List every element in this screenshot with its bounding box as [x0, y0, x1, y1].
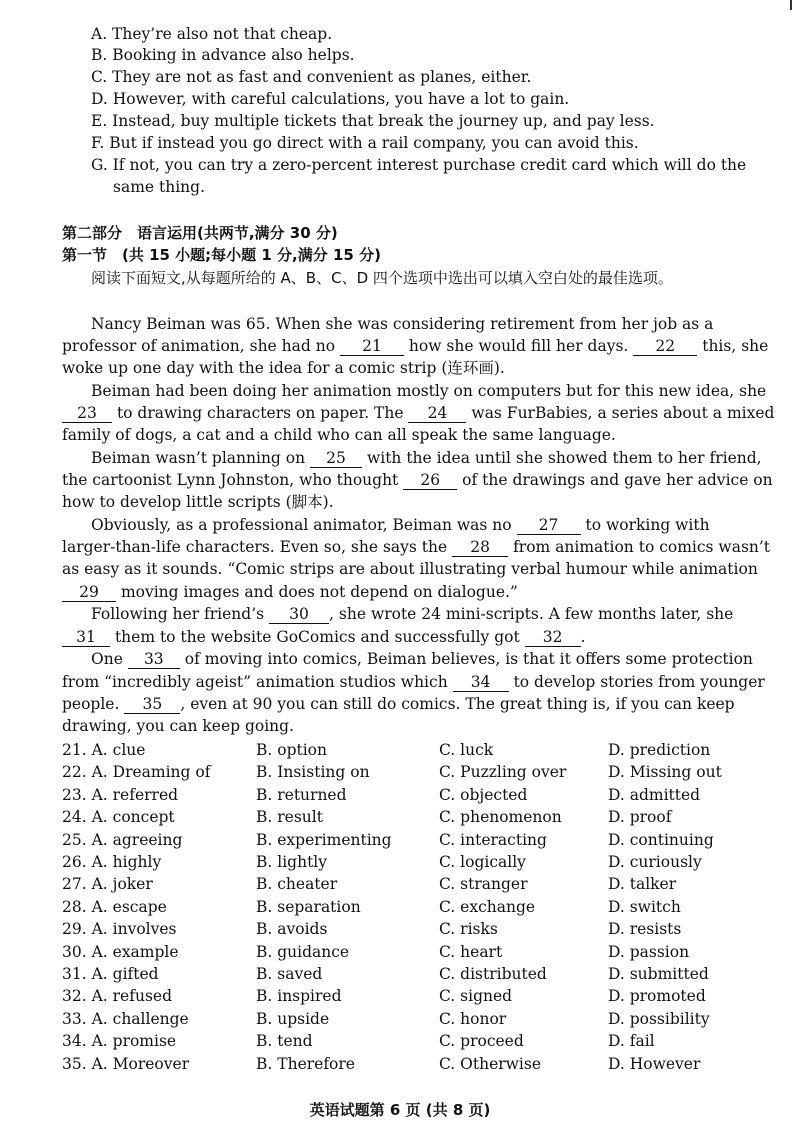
option-text: D. resists [608, 920, 682, 939]
question-27-option-b [256, 874, 337, 894]
passage-line: Beiman wasn’t planning on 25 with the idea until she showed them to her friend, [91, 449, 762, 467]
question-35-option-b [256, 1054, 355, 1074]
question-33-option-b [256, 1009, 329, 1029]
passage-line: Nancy Beiman was 65. When she was considering retirement from her job as a [91, 315, 714, 333]
question-33-option-d [608, 1009, 710, 1029]
question-number: 23. [62, 785, 87, 804]
option-a: A. They’re also not that cheap. [91, 25, 333, 43]
question-23-option-b [256, 785, 347, 805]
question-21-option-a [62, 740, 145, 760]
option-text: B. returned [256, 785, 347, 804]
option-text: D. passion [608, 942, 690, 961]
option-text: D. admitted [608, 785, 701, 804]
option-text: A. highly [91, 853, 162, 871]
question-number: 29. [62, 920, 87, 939]
option-text: D. continuing [608, 830, 714, 849]
option-f: F. But if instead you go direct with a rail company, you can avoid this. [91, 134, 639, 152]
question-29-option-d [608, 919, 681, 939]
question-32-option-c [439, 986, 512, 1006]
option-text: B. Insisting on [256, 763, 370, 782]
question-number: 34. [62, 1032, 87, 1051]
blank-31: 31 [62, 628, 110, 647]
option-text: B. result [256, 808, 323, 827]
option-text: D. submitted [608, 965, 709, 983]
passage-line: the cartoonist Lynn Johnston, who thought 26 of the drawings and gave her advice on [62, 471, 773, 489]
instruction: 阅读下面短文,从每题所给的 A、B、C、D 四个选项中选出可以填入空白处的最佳选项。 [91, 269, 673, 287]
option-text: A. agreeing [91, 830, 183, 849]
option-text: C. distributed [439, 965, 547, 983]
option-text: D. Missing out [608, 763, 722, 782]
blank-26: 26 [403, 471, 457, 490]
question-26-option-c [439, 852, 526, 872]
option-text: B. experimenting [256, 830, 392, 849]
passage-line: as easy as it sounds. “Comic strips are about illustrating verbal humour while animation [62, 560, 758, 578]
option-text: D. However [608, 1054, 701, 1073]
option-text: A. concept [91, 808, 175, 827]
question-35-option-c [439, 1054, 541, 1074]
passage-line: people. 35 , even at 90 you can still do comics. The great thing is, if you can keep [62, 695, 735, 713]
option-text: D. proof [608, 808, 672, 827]
blank-24: 24 [408, 404, 466, 423]
option-text: C. phenomenon [439, 808, 562, 827]
question-26-option-d [608, 852, 702, 872]
question-30-option-b [256, 942, 349, 962]
question-26-option-b [256, 852, 327, 872]
passage-line: Beiman had been doing her animation mostly on computers but for this new idea, she [91, 382, 767, 400]
question-25-option-d [608, 830, 714, 850]
question-27-option-a [62, 874, 153, 894]
blank-28: 28 [452, 538, 508, 557]
option-text: B. lightly [256, 853, 328, 871]
passage-line: drawing, you can keep going. [62, 717, 295, 735]
option-text: C. interacting [439, 830, 547, 849]
option-g-continued: same thing. [113, 178, 205, 196]
option-text: B. saved [256, 965, 323, 983]
option-text: A. refused [91, 987, 172, 1006]
question-31-option-b [256, 964, 322, 984]
passage-line: family of dogs, a cat and a child who can all speak the same language. [62, 426, 616, 444]
option-text: B. cheater [256, 875, 338, 894]
question-25-option-a [62, 830, 182, 850]
option-text: C. Otherwise [439, 1054, 542, 1073]
section-title: 第一节 (共 15 小题;每小题 1 分,满分 15 分) [62, 246, 381, 264]
passage-line: 23 to drawing characters on paper. The 24 was FurBabies, a series about a mixed [62, 403, 774, 423]
option-text: D. possibility [608, 1009, 710, 1028]
blank-33: 33 [128, 650, 180, 669]
option-text: C. objected [439, 785, 528, 804]
option-text: A. Moreover [91, 1054, 190, 1073]
passage-line: larger-than-life characters. Even so, she says the 28 from animation to comics wasn’t [62, 538, 771, 556]
question-26-option-a [62, 852, 161, 872]
question-34-option-a [62, 1031, 176, 1051]
question-number: 31. [62, 965, 87, 983]
question-23-option-d [608, 785, 700, 805]
passage-line: One 33 of moving into comics, Beiman believes, is that it offers some protection [91, 650, 753, 668]
option-text: D. fail [608, 1032, 655, 1051]
question-33-option-a [62, 1009, 189, 1029]
option-b: B. Booking in advance also helps. [91, 46, 355, 64]
option-text: A. challenge [91, 1009, 189, 1028]
question-number: 27. [62, 875, 87, 894]
question-28-option-d [608, 897, 681, 917]
question-number: 21. [62, 741, 87, 759]
question-number: 25. [62, 830, 87, 849]
question-31-option-c [439, 964, 547, 984]
passage-line: how to develop little scripts (脚本). [62, 493, 334, 511]
question-number: 30. [62, 942, 87, 961]
option-text: A. clue [91, 741, 146, 759]
question-22-option-c [439, 762, 566, 782]
question-29-option-a [62, 919, 177, 939]
question-number: 35. [62, 1054, 87, 1073]
question-29-option-c [439, 919, 498, 939]
option-text: A. promise [91, 1032, 177, 1051]
option-text: B. separation [256, 897, 361, 916]
question-30-option-d [608, 942, 689, 962]
option-text: C. exchange [439, 897, 536, 916]
question-23-option-c [439, 785, 527, 805]
blank-29: 29 [62, 583, 116, 602]
blank-22: 22 [633, 337, 697, 356]
question-28-option-b [256, 897, 361, 917]
option-text: A. referred [91, 785, 179, 804]
passage-line: 31 them to the website GoComics and successfully got 32 . [62, 627, 586, 647]
option-text: A. Dreaming of [91, 763, 211, 782]
question-24-option-b [256, 807, 323, 827]
option-text: C. signed [439, 987, 513, 1006]
question-30-option-c [439, 942, 502, 962]
option-text: D. switch [608, 897, 681, 916]
page-footer: 英语试题第 6 页 (共 8 页) [309, 1101, 491, 1119]
question-32-option-a [62, 986, 172, 1006]
question-number: 32. [62, 987, 87, 1006]
option-text: C. risks [439, 920, 498, 939]
question-number: 28. [62, 897, 87, 916]
question-22-option-b [256, 762, 370, 782]
question-24-option-c [439, 807, 562, 827]
option-text: C. honor [439, 1009, 507, 1028]
question-24-option-d [608, 807, 671, 827]
question-22-option-d [608, 762, 722, 782]
option-text: B. inspired [256, 987, 342, 1006]
option-text: A. escape [91, 897, 167, 916]
option-text: B. Therefore [256, 1054, 355, 1073]
option-c: C. They are not as fast and convenient as planes, either. [91, 68, 532, 86]
option-text: B. guidance [256, 942, 350, 961]
option-text: C. Puzzling over [439, 763, 567, 782]
passage-line: 29 moving images and does not depend on dialogue.” [62, 582, 518, 602]
option-text: C. stranger [439, 875, 528, 894]
question-34-option-d [608, 1031, 655, 1051]
question-35-option-a [62, 1054, 189, 1074]
question-29-option-b [256, 919, 327, 939]
option-text: B. option [256, 741, 327, 759]
option-d: D. However, with careful calculations, you have a lot to gain. [91, 90, 570, 108]
question-25-option-b [256, 830, 392, 850]
option-text: D. prediction [608, 741, 711, 759]
question-32-option-b [256, 986, 342, 1006]
option-text: A. example [91, 942, 179, 961]
option-text: C. heart [439, 942, 503, 961]
option-text: C. logically [439, 853, 526, 871]
passage-line: woke up one day with the idea for a comic strip (连环画). [62, 359, 505, 377]
option-text: A. joker [91, 875, 153, 894]
option-text: D. promoted [608, 987, 706, 1006]
option-text: B. avoids [256, 920, 328, 939]
option-text: A. gifted [91, 965, 159, 983]
question-28-option-a [62, 897, 167, 917]
blank-34: 34 [453, 673, 509, 692]
question-33-option-c [439, 1009, 506, 1029]
blank-21: 21 [340, 337, 404, 356]
option-text: B. upside [256, 1009, 330, 1028]
question-34-option-b [256, 1031, 313, 1051]
passage-line: from “incredibly ageist” animation studios which 34 to develop stories from younger [62, 673, 765, 691]
question-31-option-a [62, 964, 159, 984]
question-30-option-a [62, 942, 179, 962]
passage-line: Obviously, as a professional animator, Beiman was no 27 to working with [91, 516, 710, 534]
option-text: C. luck [439, 741, 494, 759]
question-31-option-d [608, 964, 709, 984]
part-title: 第二部分 语言运用(共两节,满分 30 分) [62, 224, 338, 242]
question-22-option-a [62, 762, 210, 782]
passage-line: Following her friend’s 30 , she wrote 24 mini-scripts. A few months later, she [91, 605, 734, 623]
option-text: D. curiously [608, 853, 702, 871]
question-number: 24. [62, 808, 87, 827]
option-e: E. Instead, buy multiple tickets that break the journey up, and pay less. [91, 112, 655, 130]
question-number: 26. [62, 853, 87, 871]
question-28-option-c [439, 897, 535, 917]
question-21-option-d [608, 740, 710, 760]
question-number: 22. [62, 763, 87, 782]
option-text: A. involves [91, 920, 177, 939]
blank-30: 30 [269, 605, 329, 624]
option-text: B. tend [256, 1032, 313, 1051]
question-27-option-d [608, 874, 676, 894]
blank-35: 35 [124, 695, 180, 714]
question-24-option-a [62, 807, 175, 827]
question-number: 33. [62, 1009, 87, 1028]
question-25-option-c [439, 830, 547, 850]
option-text: C. proceed [439, 1032, 524, 1051]
blank-27: 27 [517, 516, 581, 535]
blank-32: 32 [525, 628, 581, 647]
passage-line: professor of animation, she had no 21 how she would fill her days. 22 this, she [62, 337, 769, 355]
edge-mark [790, 0, 792, 10]
question-35-option-d [608, 1054, 700, 1074]
question-34-option-c [439, 1031, 524, 1051]
question-32-option-d [608, 986, 706, 1006]
option-text: D. talker [608, 875, 677, 894]
blank-23: 23 [62, 404, 112, 423]
question-27-option-c [439, 874, 527, 894]
option-g: G. If not, you can try a zero-percent interest purchase credit card which will do the [91, 156, 747, 174]
question-21-option-c [439, 740, 493, 760]
question-23-option-a [62, 785, 178, 805]
blank-25: 25 [310, 449, 362, 468]
question-21-option-b [256, 740, 327, 760]
